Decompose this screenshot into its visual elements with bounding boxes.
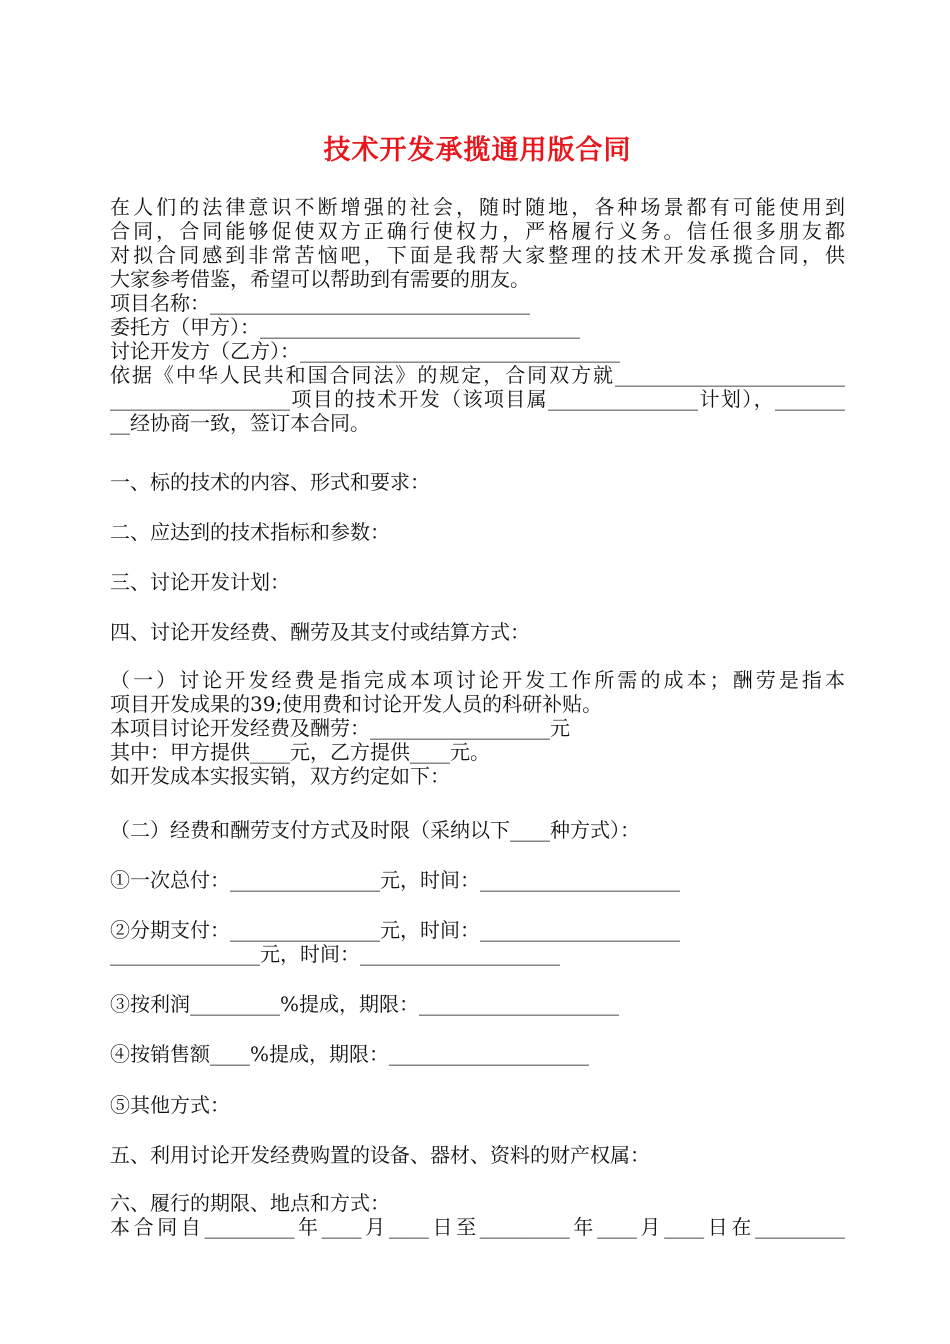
payment-method-5: ⑤其他方式： [110,1093,230,1117]
intro-line: 对拟合同感到非常苦恼吧，下面是我帮大家整理的技术开发承揽合同，供 [110,243,845,267]
intro-line: 合同，合同能够促使双方正确行使权力，严格履行义务。信任很多朋友都 [110,219,845,243]
term-line: 本合同自_________年____月____日至_________年____月____日在_________ [110,1215,845,1239]
fee-total-line: 本项目讨论开发经费及酬劳：__________________元 [110,716,570,740]
project-name-field: 项目名称：________________________________ [110,291,530,315]
document-title: 技术开发承揽通用版合同 [323,135,632,166]
payment-method-2-line: _______________元，时间：____________________ [110,942,560,966]
section-heading-4: 四、讨论开发经费、酬劳及其支付或结算方式： [110,620,530,644]
fee-line: 项目开发成果的39;使用费和讨论开发人员的科研补贴。 [110,692,603,716]
basis-line: __________________项目的技术开发（该项目属_______________计划），_______ [110,387,845,411]
intro-line: 大家参考借鉴，希望可以帮助到有需要的朋友。 [110,267,530,291]
fee-split-line: 其中：甲方提供____元，乙方提供____元。 [110,740,490,764]
payment-method-2 [110,918,845,966]
basis-line: 依据《中华人民共和国合同法》的规定，合同双方就_______________________ [110,363,845,387]
intro-line: 在人们的法律意识不断增强的社会，随时随地，各种场景都有可能使用到 [110,195,845,219]
party-b-field: 讨论开发方（乙方）：________________________________ [110,339,620,363]
fee-paragraph [110,668,845,788]
payment-method-1: ①一次总付：_______________元，时间：____________________ [110,868,680,892]
section-heading-2: 二、应达到的技术指标和参数： [110,520,390,544]
payment-method-heading: （二）经费和酬劳支付方式及时限（采纳以下____种方式）： [110,818,640,842]
section-6 [110,1191,845,1239]
party-a-field: 委托方（甲方）：________________________________ [110,315,580,339]
payment-method-4: ④按销售额____%提成，期限：____________________ [110,1042,590,1066]
fee-actual-line: 如开发成本实报实销，双方约定如下： [110,764,450,788]
section-heading-3: 三、讨论开发计划： [110,570,290,594]
intro-paragraph [110,195,845,435]
fee-line: （一）讨论开发经费是指完成本项讨论开发工作所需的成本；酬劳是指本 [110,668,845,692]
section-heading-5: 五、利用讨论开发经费购置的设备、器材、资料的财产权属： [110,1143,650,1167]
section-heading-1: 一、标的技术的内容、形式和要求： [110,470,430,494]
section-heading-6: 六、履行的期限、地点和方式： [110,1191,390,1215]
basis-line: __经协商一致，签订本合同。 [110,411,370,435]
payment-method-3: ③按利润_________%提成，期限：____________________ [110,992,620,1016]
payment-method-2-line: ②分期支付：_______________元，时间：____________________ [110,918,680,942]
